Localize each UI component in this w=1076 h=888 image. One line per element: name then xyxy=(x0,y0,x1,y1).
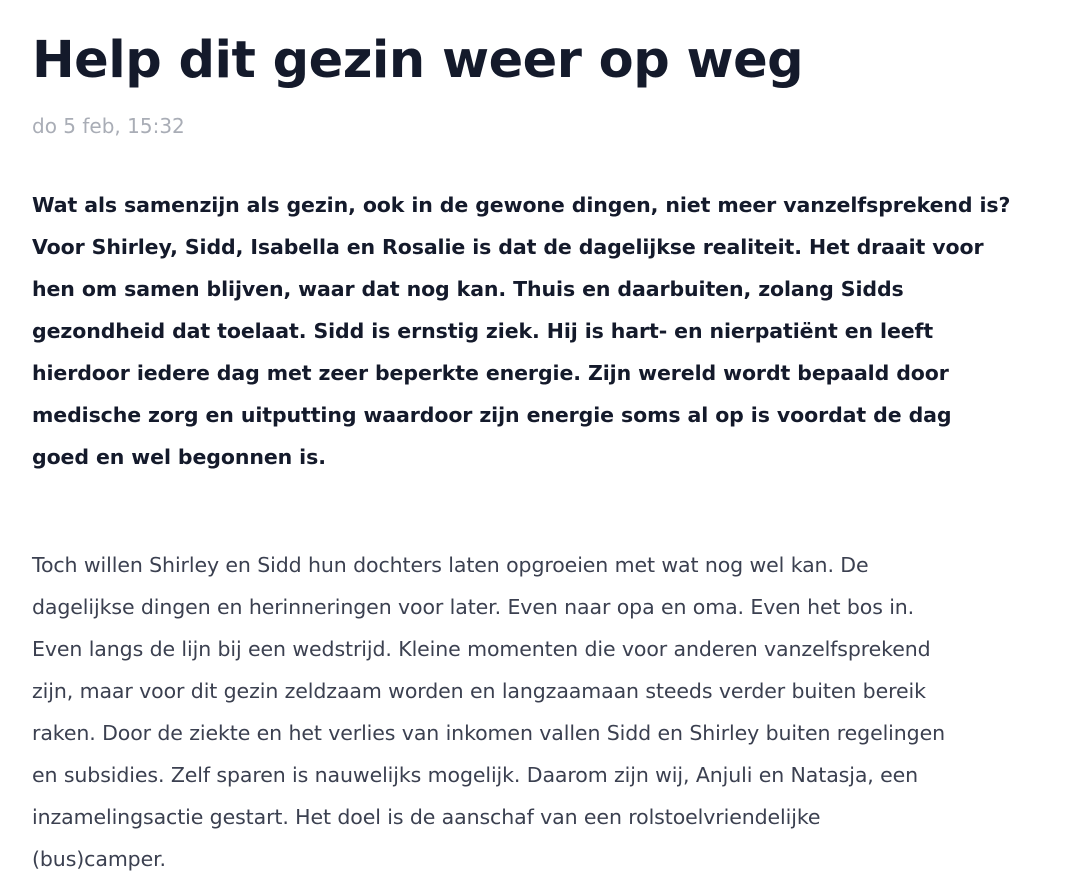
body-line: (bus)camper. xyxy=(32,847,166,871)
intro-line: Voor Shirley, Sidd, Isabella en Rosalie is dat de dagelijkse realiteit. Het draait voor xyxy=(32,235,984,259)
intro-line: medische zorg en uitputting waardoor zijn energie soms al op is voordat de dag xyxy=(32,403,952,427)
body-paragraph xyxy=(32,544,1052,880)
body-line: zijn, maar voor dit gezin zeldzaam worden en langzaamaan steeds verder buiten bereik xyxy=(32,679,926,703)
body-line: Toch willen Shirley en Sidd hun dochters laten opgroeien met wat nog wel kan. De xyxy=(32,553,869,577)
body-line: inzamelingsactie gestart. Het doel is de aanschaf van een rolstoelvriendelijke xyxy=(32,805,821,829)
intro-line: Wat als samenzijn als gezin, ook in de gewone dingen, niet meer vanzelfsprekend is? xyxy=(32,193,1011,217)
intro-line: hierdoor iedere dag met zeer beperkte energie. Zijn wereld wordt bepaald door xyxy=(32,361,949,385)
body-line: Even langs de lijn bij een wedstrijd. Kleine momenten die voor anderen vanzelfsprekend xyxy=(32,637,931,661)
intro-line: goed en wel begonnen is. xyxy=(32,445,326,469)
body-line: en subsidies. Zelf sparen is nauwelijks mogelijk. Daarom zijn wij, Anjuli en Natasja, een xyxy=(32,763,919,787)
post-date: do 5 feb, 15:32 xyxy=(32,114,185,138)
body-line: raken. Door de ziekte en het verlies van inkomen vallen Sidd en Shirley buiten regelingen xyxy=(32,721,945,745)
intro-line: gezondheid dat toelaat. Sidd is ernstig ziek. Hij is hart- en nierpatiënt en leeft xyxy=(32,319,934,343)
intro-paragraph xyxy=(32,184,1052,478)
page-title: Help dit gezin weer op weg xyxy=(32,31,804,90)
body-line: dagelijkse dingen en herinneringen voor later. Even naar opa en oma. Even het bos in. xyxy=(32,595,915,619)
article xyxy=(32,0,1052,880)
intro-line: hen om samen blijven, waar dat nog kan. Thuis en daarbuiten, zolang Sidds xyxy=(32,277,904,301)
